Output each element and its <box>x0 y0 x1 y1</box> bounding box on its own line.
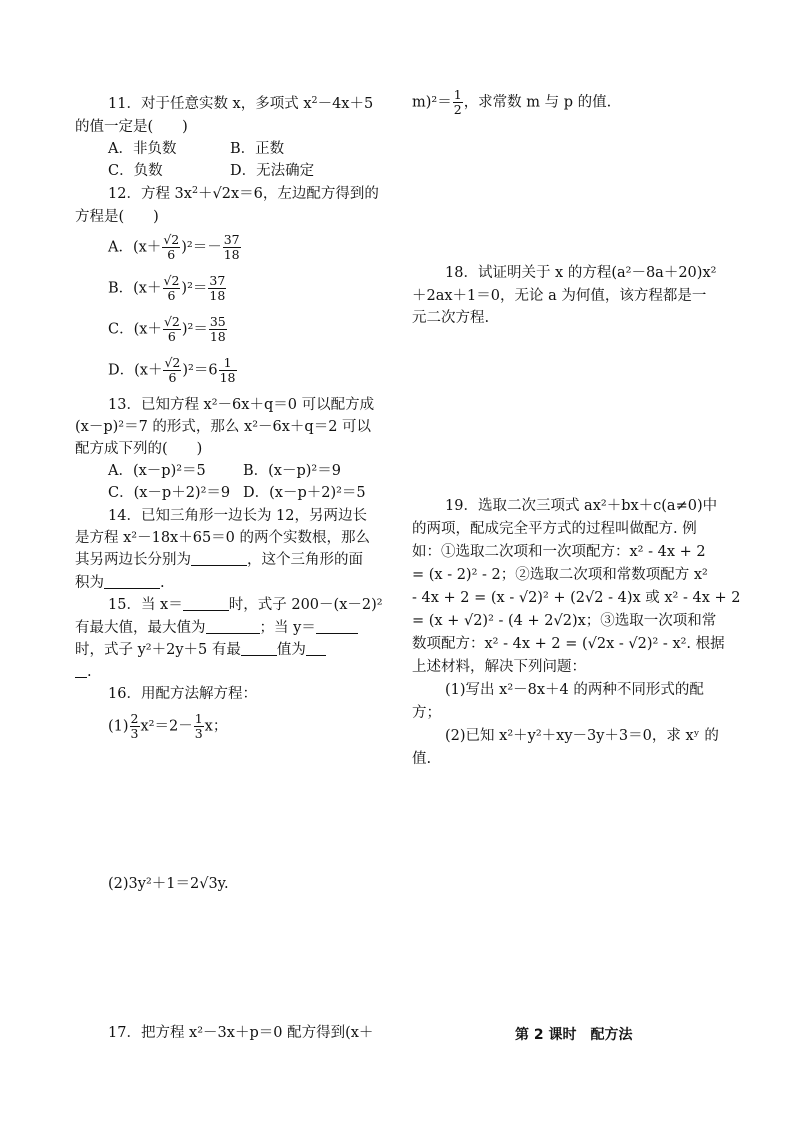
q18-line2: ＋2ax＋1＝0，无论 a 为何值，该方程都是一 <box>412 288 707 304</box>
q19-line3: 如：①选取二次项和一次项配方：x² - 4x + 2 <box>412 544 706 560</box>
q11-line2: 的值一定是( ) <box>75 119 188 135</box>
q12-line1: 12．方程 $3x^2+√2x=6$，左边配方得到的 <box>108 185 379 202</box>
q19-sub2-line1: (2)已知 x²＋y²＋xy－3y＋3＝0，求 xʸ 的 <box>445 728 719 744</box>
q15-line1: 15．当 x＝ 时，式子 200－(x－2)² <box>108 597 383 613</box>
answer-blank[interactable] <box>75 663 87 678</box>
q19-line5: - 4x + 2 = (x - √2)² + (2√2 - 4)x 或 x² - 4x + 2 <box>412 590 741 606</box>
q14-line4: 积为 . <box>75 575 165 591</box>
q19-line2: 的两项，配成完全平方式的过程叫做配方. 例 <box>412 521 697 537</box>
q12-option-a: A．(x＋ $\frac{√2}{6}$ )²＝－ $\frac{37}{18}$ <box>108 232 240 262</box>
q16-line1: 16．用配方法解方程： <box>108 686 257 702</box>
answer-blank[interactable] <box>241 641 277 656</box>
section-title: 第 2 课时 配方法 <box>515 1027 633 1043</box>
q11-option-b: B．正数 <box>230 141 285 157</box>
q19-sub2-line2: 值. <box>412 751 432 767</box>
q14-line2: 是方程 x²－18x＋65＝0 的两个实数根，那么 <box>75 530 371 546</box>
q11-option-c: C．负数 <box>108 163 163 179</box>
q12-option-b: B．(x＋ $\frac{√2}{6}$ )²＝ $\frac{37}{18}$ <box>108 273 226 303</box>
answer-blank[interactable] <box>206 619 260 634</box>
q19-line1: 19．选取二次三项式 ax²＋bx＋c(a≠0)中 <box>445 498 718 514</box>
answer-blank[interactable] <box>104 574 160 589</box>
q18-line3: 元二次方程. <box>412 310 490 326</box>
q19-sub1-line1: (1)写出 x²－8x＋4 的两种不同形式的配 <box>445 682 704 698</box>
q13-option-a: A．(x－p)²＝5 <box>108 463 206 479</box>
q19-sub1-line2: 方； <box>412 705 441 721</box>
q19-line4: = (x - 2)² - 2；②选取二次项和常数项配方 x² <box>412 567 708 583</box>
q12-line2: 方程是( ) <box>75 209 159 225</box>
answer-blank[interactable] <box>191 551 247 566</box>
q16-part2: (2)3y²＋1＝2√3y. <box>108 876 229 892</box>
q17-line2: m)²＝ $\frac{1}{2}$ ，求常数 m 与 p 的值. <box>412 87 612 117</box>
q13-line3: 配方成下列的( ) <box>75 441 203 457</box>
q12-option-d: D．(x＋ $\frac{√2}{6}$ )²＝6 $\frac{1}{18}$ <box>108 355 236 385</box>
q19-line6: = (x + √2)² - (4 + 2√2)x；③选取一次项和常 <box>412 613 717 629</box>
q14-line1: 14．已知三角形一边长为 12，另两边长 <box>108 508 368 524</box>
answer-blank[interactable] <box>306 641 326 656</box>
q18-line1: 18．试证明关于 x 的方程(a²－8a＋20)x² <box>445 265 717 281</box>
q15-line2: 有最大值，最大值为 ；当 y＝ <box>75 618 358 638</box>
q13-option-b: B．(x－p)²＝9 <box>243 463 341 479</box>
q14-line3: 其另两边长分别为 ，这个三角形的面 <box>75 552 363 568</box>
q11-option-d: D．无法确定 <box>230 163 315 179</box>
q19-line7: 数项配方：x² - 4x + 2 = (√2x - √2)² - x². 根据 <box>412 636 725 652</box>
q13-line1: 13．已知方程 x²－6x＋q＝0 可以配方成 <box>108 397 375 413</box>
answer-blank[interactable] <box>183 596 229 611</box>
q15-line4: . <box>75 662 92 682</box>
q12-option-c: C．(x＋ $\frac{√2}{6}$ )²＝ $\frac{35}{18}$ <box>108 314 226 344</box>
q17-line1: 17．把方程 x²－3x＋p＝0 配方得到(x＋ <box>108 1025 374 1041</box>
q15-line3: 时，式子 y²＋2y＋5 有最 值为 <box>75 640 326 660</box>
q16-part1: (1) $\frac{2}{3}$ x²＝2－ $\frac{1}{3}$ x； <box>108 711 228 741</box>
q13-option-d: D．(x－p＋2)²＝5 <box>243 485 366 501</box>
q13-option-c: C．(x－p＋2)²＝9 <box>108 485 231 501</box>
q11-line1: 11．对于任意实数 x，多项式 $x^2-4x+5$ <box>108 95 374 112</box>
answer-blank[interactable] <box>316 619 358 634</box>
q13-line2: (x－p)²＝7 的形式，那么 x²－6x＋q＝2 可以 <box>75 419 372 435</box>
q19-line8: 上述材料，解决下列问题： <box>412 659 586 675</box>
q11-option-a: A．非负数 <box>108 141 177 157</box>
